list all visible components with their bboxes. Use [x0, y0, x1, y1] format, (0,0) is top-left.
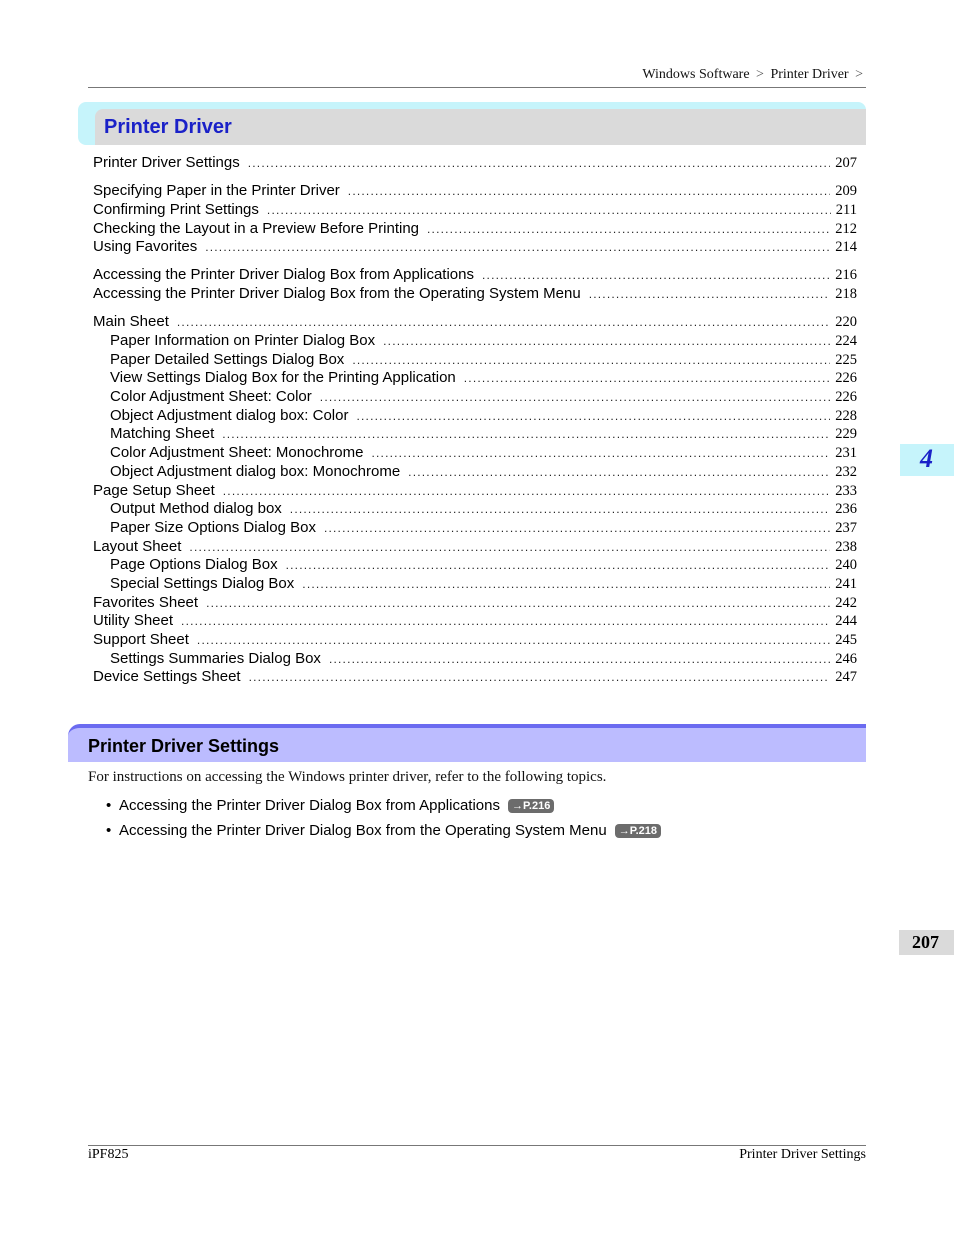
chapter-tab[interactable] — [900, 444, 954, 476]
toc-dot-leader — [482, 266, 830, 285]
toc-entry-label[interactable]: Color Adjustment Sheet: Monochrome — [110, 444, 364, 462]
toc-entry[interactable] — [93, 612, 857, 631]
toc-entry-page[interactable]: 231 — [835, 445, 857, 462]
bullet-icon: • — [106, 822, 112, 839]
toc-dot-leader — [348, 182, 830, 201]
toc-dot-leader — [177, 313, 830, 332]
toc-entry-page[interactable]: 216 — [835, 267, 857, 284]
toc-dot-leader — [464, 369, 830, 388]
header-rule — [88, 87, 866, 88]
toc-entry-label[interactable]: Checking the Layout in a Preview Before Printing — [93, 219, 420, 237]
section-title: Printer Driver Settings — [88, 736, 280, 756]
toc-dot-leader — [408, 463, 830, 482]
page-ref-badge[interactable]: →P.216 — [508, 799, 554, 813]
toc-entry-label[interactable]: Device Settings Sheet — [93, 668, 241, 686]
toc-entry[interactable] — [93, 556, 857, 575]
toc-entry-label[interactable]: Paper Size Options Dialog Box — [110, 518, 316, 536]
toc-entry[interactable] — [93, 182, 857, 201]
toc-entry[interactable] — [93, 444, 857, 463]
toc-entry[interactable] — [93, 201, 857, 220]
toc-entry-page[interactable]: 228 — [835, 407, 857, 424]
toc-entry[interactable] — [93, 238, 857, 257]
toc-entry-label[interactable]: Specifying Paper in the Printer Driver — [93, 182, 340, 200]
toc-entry-page[interactable]: 242 — [835, 594, 857, 611]
toc-entry-label[interactable]: Favorites Sheet — [93, 593, 199, 611]
toc-entry[interactable] — [93, 668, 857, 687]
toc-dot-leader — [249, 668, 831, 687]
toc-entry-page[interactable]: 241 — [835, 575, 857, 592]
toc-dot-leader — [197, 631, 830, 650]
toc-entry-label[interactable]: Page Options Dialog Box — [110, 556, 278, 574]
footer-model: iPF825 — [88, 1147, 129, 1162]
chapter-tab-number: 4 — [920, 444, 933, 473]
toc-entry[interactable] — [93, 463, 857, 482]
toc-entry[interactable] — [93, 369, 857, 388]
toc-dot-leader — [329, 650, 830, 669]
chapter-header-band — [95, 109, 866, 145]
toc-dot-leader — [290, 500, 830, 519]
toc-entry-label[interactable]: Object Adjustment dialog box: Color — [110, 406, 349, 424]
toc-entry[interactable] — [93, 575, 857, 594]
toc-entry-page[interactable]: 233 — [835, 482, 857, 499]
toc-entry[interactable] — [93, 500, 857, 519]
reference-link[interactable]: Accessing the Printer Driver Dialog Box from the Operating System Menu — [119, 822, 607, 839]
toc-entry[interactable] — [93, 266, 857, 285]
toc-entry-label[interactable]: Printer Driver Settings — [93, 154, 240, 171]
toc-entry-page[interactable]: 218 — [835, 286, 857, 303]
reference-list — [106, 797, 661, 847]
toc-entry[interactable] — [93, 220, 857, 239]
toc-entry[interactable] — [93, 631, 857, 650]
toc-entry-page[interactable]: 245 — [835, 632, 857, 648]
toc-entry-label[interactable]: Accessing the Printer Driver Dialog Box from Applications — [93, 266, 474, 284]
toc-entry-label[interactable]: Using Favorites — [93, 238, 198, 256]
toc-entry-page[interactable]: 244 — [835, 613, 857, 630]
toc-entry-page[interactable]: 212 — [835, 220, 857, 237]
toc-entry[interactable] — [93, 332, 857, 351]
toc-entry-label[interactable]: Utility Sheet — [93, 612, 174, 630]
toc-entry-label[interactable]: Layout Sheet — [93, 537, 182, 555]
toc-entry[interactable] — [93, 650, 857, 669]
toc-entry-page[interactable]: 220 — [835, 314, 857, 331]
toc-entry-label[interactable]: Support Sheet — [93, 631, 189, 648]
reference-link[interactable]: Accessing the Printer Driver Dialog Box from Applications — [119, 797, 500, 814]
toc-entry-label[interactable]: Paper Information on Printer Dialog Box — [110, 332, 376, 349]
toc-dot-leader — [352, 351, 830, 370]
toc-entry-label[interactable]: Color Adjustment Sheet: Color — [110, 388, 312, 406]
toc-entry-page[interactable]: 211 — [835, 201, 857, 218]
toc-dot-leader — [189, 538, 830, 557]
toc-dot-leader — [324, 519, 830, 538]
toc-dot-leader — [205, 238, 830, 257]
toc-entry-label[interactable]: Matching Sheet — [110, 425, 215, 443]
toc-entry-label[interactable]: Main Sheet — [93, 313, 169, 331]
toc-dot-leader — [223, 482, 830, 501]
toc-entry-label[interactable]: Settings Summaries Dialog Box — [110, 649, 321, 667]
list-item — [106, 822, 661, 847]
toc-entry[interactable] — [93, 407, 857, 426]
toc-entry-page[interactable]: 226 — [835, 370, 857, 387]
toc-entry[interactable] — [93, 285, 857, 304]
breadcrumb-separator: > — [756, 67, 764, 82]
toc-entry[interactable] — [93, 482, 857, 501]
toc-dot-leader — [302, 575, 830, 594]
toc-entry-page[interactable]: 232 — [835, 463, 857, 480]
toc-entry-label[interactable]: Page Setup Sheet — [93, 481, 215, 499]
toc-entry[interactable] — [93, 351, 857, 370]
toc-dot-leader — [383, 332, 830, 351]
toc-entry-label[interactable]: Object Adjustment dialog box: Monochrome — [110, 462, 401, 480]
toc-entry-page[interactable]: 236 — [835, 501, 857, 518]
chapter-header — [78, 102, 866, 145]
toc-entry-label[interactable]: Output Method dialog box — [110, 500, 282, 518]
toc-entry-page[interactable]: 229 — [835, 426, 857, 443]
toc-dot-leader — [206, 594, 830, 613]
toc-entry[interactable] — [93, 154, 857, 173]
toc-entry-page[interactable]: 247 — [835, 669, 857, 686]
toc-entry-page[interactable]: 237 — [835, 519, 857, 536]
toc-entry[interactable] — [93, 425, 857, 444]
breadcrumb-item[interactable]: Printer Driver — [770, 67, 849, 82]
page-ref-badge[interactable]: →P.218 — [615, 824, 661, 838]
page-number: 207 — [912, 932, 939, 952]
page-number-tab — [899, 930, 954, 955]
bullet-icon: • — [106, 797, 112, 814]
breadcrumb-separator: > — [855, 67, 863, 82]
toc-entry-page[interactable]: 207 — [835, 155, 857, 171]
toc-entry-page[interactable]: 209 — [835, 183, 857, 200]
toc-entry-page[interactable]: 214 — [835, 239, 857, 256]
toc-dot-leader — [589, 285, 831, 304]
breadcrumb — [642, 67, 866, 83]
toc-entry[interactable] — [93, 519, 857, 538]
section-header — [68, 724, 866, 762]
toc-dot-leader — [427, 220, 830, 239]
toc-entry-page[interactable]: 240 — [835, 557, 857, 574]
toc-entry-label[interactable]: Confirming Print Settings — [93, 200, 259, 218]
toc-entry[interactable] — [93, 538, 857, 557]
toc-dot-leader — [320, 388, 830, 407]
chapter-title: Printer Driver — [104, 116, 232, 138]
section-intro: For instructions on accessing the Windows printer driver, refer to the following topics. — [88, 769, 607, 785]
toc-dot-leader — [356, 407, 830, 426]
toc-dot-leader — [267, 201, 831, 220]
toc-entry-page[interactable]: 238 — [835, 538, 857, 555]
table-of-contents — [93, 154, 857, 687]
toc-dot-leader — [181, 612, 830, 631]
toc-entry-page[interactable]: 226 — [835, 389, 857, 406]
footer-rule — [88, 1145, 866, 1146]
toc-dot-leader — [222, 425, 830, 444]
toc-entry[interactable] — [93, 313, 857, 332]
breadcrumb-item[interactable]: Windows Software — [642, 67, 750, 82]
toc-entry-page[interactable]: 224 — [835, 333, 857, 349]
toc-entry[interactable] — [93, 388, 857, 407]
toc-dot-leader — [286, 556, 831, 575]
toc-entry-label[interactable]: Paper Detailed Settings Dialog Box — [110, 350, 345, 368]
toc-entry-label[interactable]: View Settings Dialog Box for the Printing Application — [110, 369, 456, 387]
toc-entry-page[interactable]: 246 — [835, 650, 857, 667]
toc-entry-label[interactable]: Special Settings Dialog Box — [110, 574, 295, 592]
toc-entry-label[interactable]: Accessing the Printer Driver Dialog Box from the Operating System Menu — [93, 285, 581, 303]
toc-entry[interactable] — [93, 594, 857, 613]
toc-dot-leader — [371, 444, 830, 463]
list-item — [106, 797, 661, 822]
toc-dot-leader — [248, 154, 831, 173]
footer-section: Printer Driver Settings — [739, 1147, 866, 1162]
toc-entry-page[interactable]: 225 — [835, 351, 857, 368]
